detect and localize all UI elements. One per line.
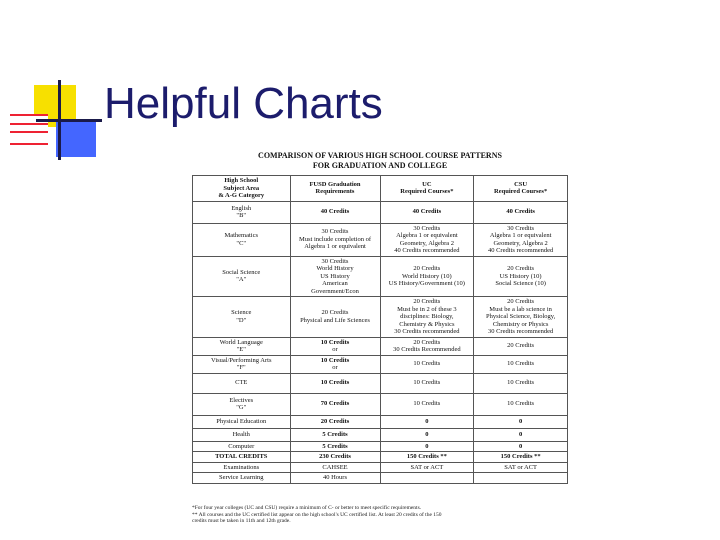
cell-uc: 10 Credits	[380, 373, 474, 393]
table-row	[193, 256, 568, 297]
cell-fusd: 230 Credits	[290, 452, 380, 463]
cell-subject: Science "D"	[193, 297, 291, 338]
cell-fusd	[290, 355, 380, 373]
table-row	[193, 428, 568, 441]
cell-fusd: 30 Credits Must include completion of Algebra 1 or equivalent	[290, 223, 380, 256]
table-row	[193, 462, 568, 473]
cell-csu: 10 Credits	[474, 373, 568, 393]
cell-csu: 20 Credits Must be a lab science in Physical Science, Biology, Chemistry or Physics 30 Credits recommended	[474, 297, 568, 338]
footnote-1: *For four year colleges (UC and CSU) require a minimum of C- or better to meet specific requirements.	[192, 505, 422, 511]
cell-fusd: 40 Credits	[290, 201, 380, 223]
cell-fusd: 30 Credits World History US History American Government/Econ	[290, 256, 380, 297]
cell-subject: Mathematics "C"	[193, 223, 291, 256]
cell-subject: Electives "G"	[193, 393, 291, 415]
cell-fusd: 70 Credits	[290, 393, 380, 415]
cell-csu: 10 Credits	[474, 393, 568, 415]
document-title-line-1: COMPARISON OF VARIOUS HIGH SCHOOL COURSE PATTERNS	[258, 151, 502, 160]
cell-fusd: CAHSEE	[290, 462, 380, 473]
table-row	[193, 393, 568, 415]
course-comparison-table	[192, 175, 568, 484]
cell-fusd	[290, 337, 380, 355]
cell-uc: 30 Credits Algebra 1 or equivalent Geometry, Algebra 2 40 Credits recommended	[380, 223, 474, 256]
footnote-2: ** All courses and the UC certified list appear on the high school's UC certified list. At least 20 credits of the 150	[192, 511, 442, 518]
cell-subject: Visual/Performing Arts "F"	[193, 355, 291, 373]
cell-uc: 10 Credits	[380, 355, 474, 373]
table-row	[193, 452, 568, 463]
cell-uc: 0	[380, 428, 474, 441]
header-fusd: FUSD Graduation Requirements	[290, 176, 380, 202]
table-row	[193, 355, 568, 373]
fusd-credits: 10 Credits	[320, 338, 350, 346]
cell-fusd: 5 Credits	[290, 441, 380, 452]
cell-csu: 0	[474, 428, 568, 441]
blue-square-decoration	[56, 121, 96, 157]
slide-title: Helpful Charts	[104, 79, 383, 128]
cell-uc: 40 Credits	[380, 201, 474, 223]
cell-subject: World Language "E"	[193, 337, 291, 355]
cell-csu: 30 Credits Algebra 1 or equivalent Geometry, Algebra 2 40 Credits recommended	[474, 223, 568, 256]
table-row	[193, 415, 568, 428]
cell-subject: English "B"	[193, 201, 291, 223]
header-csu: CSU Required Courses*	[474, 176, 568, 202]
horizontal-line-decoration	[36, 119, 102, 122]
cell-subject: CTE	[193, 373, 291, 393]
document-title	[192, 151, 568, 171]
table-row	[193, 201, 568, 223]
header-uc: UC Required Courses*	[380, 176, 474, 202]
table-row	[193, 441, 568, 452]
cell-subject: Examinations	[193, 462, 291, 473]
cell-subject: Health	[193, 428, 291, 441]
cell-csu: 20 Credits US History (10) Social Science (10)	[474, 256, 568, 297]
cell-uc	[380, 473, 474, 484]
cell-uc: 20 Credits 30 Credits Recommended	[380, 337, 474, 355]
cell-csu: 0	[474, 441, 568, 452]
cell-subject: Service Learning	[193, 473, 291, 484]
cell-uc: 20 Credits World History (10) US History/Government (10)	[380, 256, 474, 297]
cell-fusd: 40 Hours	[290, 473, 380, 484]
or-connector: or	[332, 346, 338, 353]
table-header-row	[193, 176, 568, 202]
cell-fusd: 20 Credits Physical and Life Sciences	[290, 297, 380, 338]
footnotes	[192, 505, 568, 525]
header-subject: High School Subject Area & A-G Category	[193, 176, 291, 202]
cell-csu: SAT or ACT	[474, 462, 568, 473]
cell-subject: Computer	[193, 441, 291, 452]
cell-subject: TOTAL CREDITS	[193, 452, 291, 463]
cell-csu: 150 Credits **	[474, 452, 568, 463]
cell-subject: Physical Education	[193, 415, 291, 428]
cell-uc: SAT or ACT	[380, 462, 474, 473]
cell-csu: 0	[474, 415, 568, 428]
table-row	[193, 297, 568, 338]
cell-uc: 150 Credits **	[380, 452, 474, 463]
table-row	[193, 473, 568, 484]
or-connector: or	[332, 364, 338, 371]
cell-uc: 20 Credits Must be in 2 of these 3 disciplines: Biology, Chemistry & Physics 30 Credits recommended	[380, 297, 474, 338]
cell-uc: 0	[380, 441, 474, 452]
cell-csu: 10 Credits	[474, 355, 568, 373]
table-row	[193, 373, 568, 393]
cell-subject: Social Science "A"	[193, 256, 291, 297]
cell-uc: 10 Credits	[380, 393, 474, 415]
cell-csu	[474, 473, 568, 484]
table-row	[193, 223, 568, 256]
cell-csu: 40 Credits	[474, 201, 568, 223]
fusd-credits: 10 Credits	[320, 356, 350, 364]
footnote-3: credits must be taken in 11th and 12th grade.	[192, 518, 291, 524]
document-title-line-2: FOR GRADUATION AND COLLEGE	[312, 161, 448, 170]
cell-uc: 0	[380, 415, 474, 428]
cell-fusd: 10 Credits	[290, 373, 380, 393]
table-row	[193, 337, 568, 355]
cell-csu: 20 Credits	[474, 337, 568, 355]
cell-fusd: 5 Credits	[290, 428, 380, 441]
cell-fusd: 20 Credits	[290, 415, 380, 428]
